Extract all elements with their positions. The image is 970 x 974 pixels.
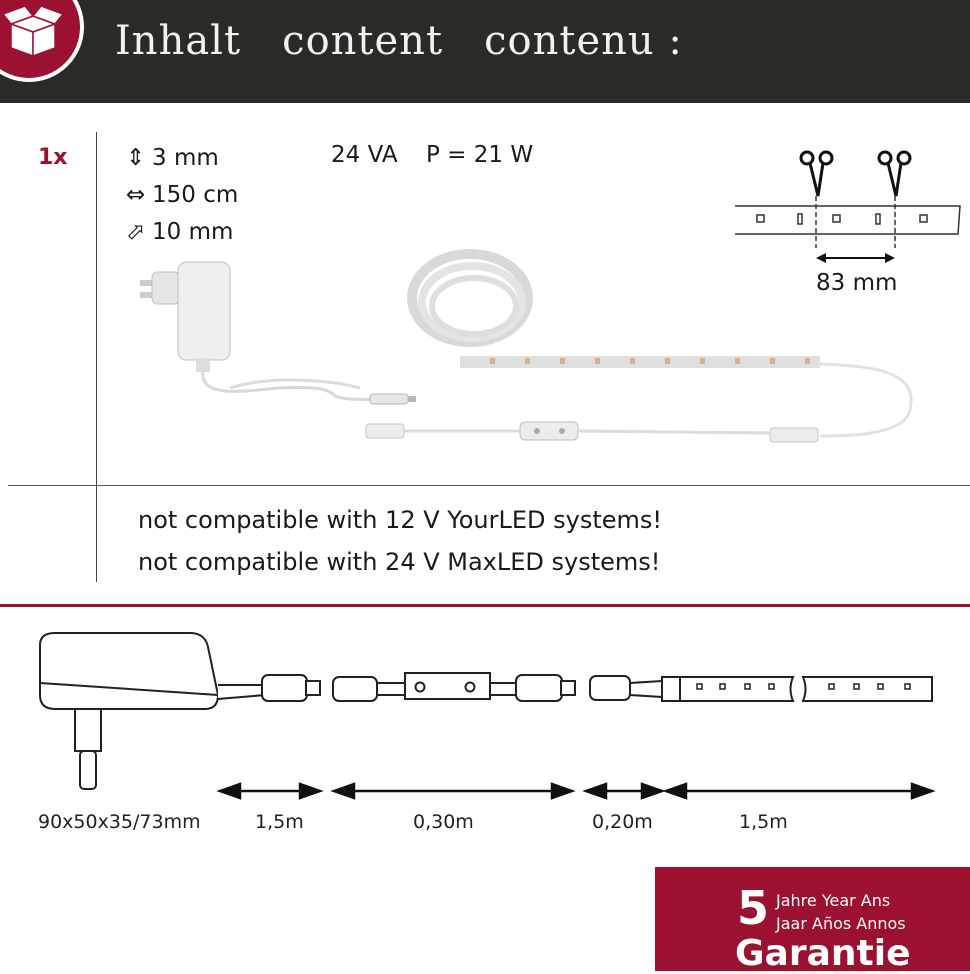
power-adapter-image xyxy=(140,262,230,372)
length-spec xyxy=(126,182,238,208)
guarantee-line-2: Jaar Años Annos xyxy=(776,914,906,933)
guarantee-word: Garantie xyxy=(735,933,911,974)
adapter-outline xyxy=(40,633,218,709)
diagonal-arrow-icon: ⬀ xyxy=(126,219,146,245)
guarantee-years: 5 xyxy=(737,881,770,935)
horizontal-arrows-icon: ⇔ xyxy=(126,182,146,208)
warning-maxled: not compatible with 24 V MaxLED systems! xyxy=(138,548,661,576)
lead-cable-length: 0,20m xyxy=(592,811,653,833)
power-rating: P = 21 W xyxy=(426,142,534,168)
cut-interval-label: 83 mm xyxy=(816,270,898,296)
horizontal-divider xyxy=(8,485,970,486)
width-value: 10 mm xyxy=(152,219,234,245)
vertical-arrows-icon: ⇕ xyxy=(126,145,146,171)
cable-length-1: 1,5m xyxy=(255,811,304,833)
guarantee-badge xyxy=(655,867,970,974)
header-title: Inhalt content contenu : xyxy=(115,18,683,64)
open-box-icon xyxy=(0,0,84,82)
length-value: 150 cm xyxy=(152,182,239,208)
power-supply-rating: 24 VA xyxy=(331,142,398,168)
cut-mark-diagram xyxy=(730,148,970,268)
scissors-icon xyxy=(879,152,910,196)
adapter-dimensions: 90x50x35/73mm xyxy=(38,811,201,833)
quantity-label: 1x xyxy=(38,145,68,170)
led-strip-coil-image xyxy=(412,254,820,364)
strip-length: 1,5m xyxy=(739,811,788,833)
controller-cable-length: 0,30m xyxy=(413,811,474,833)
guarantee-line-1: Jahre Year Ans xyxy=(776,891,891,910)
vertical-divider xyxy=(96,132,97,582)
scissors-icon xyxy=(801,152,832,196)
height-spec xyxy=(126,145,219,171)
system-schematic xyxy=(0,625,970,815)
warning-yourled: not compatible with 12 V YourLED systems! xyxy=(138,506,663,534)
product-illustration xyxy=(130,240,930,455)
height-value: 3 mm xyxy=(152,145,219,171)
section-divider xyxy=(0,604,970,607)
